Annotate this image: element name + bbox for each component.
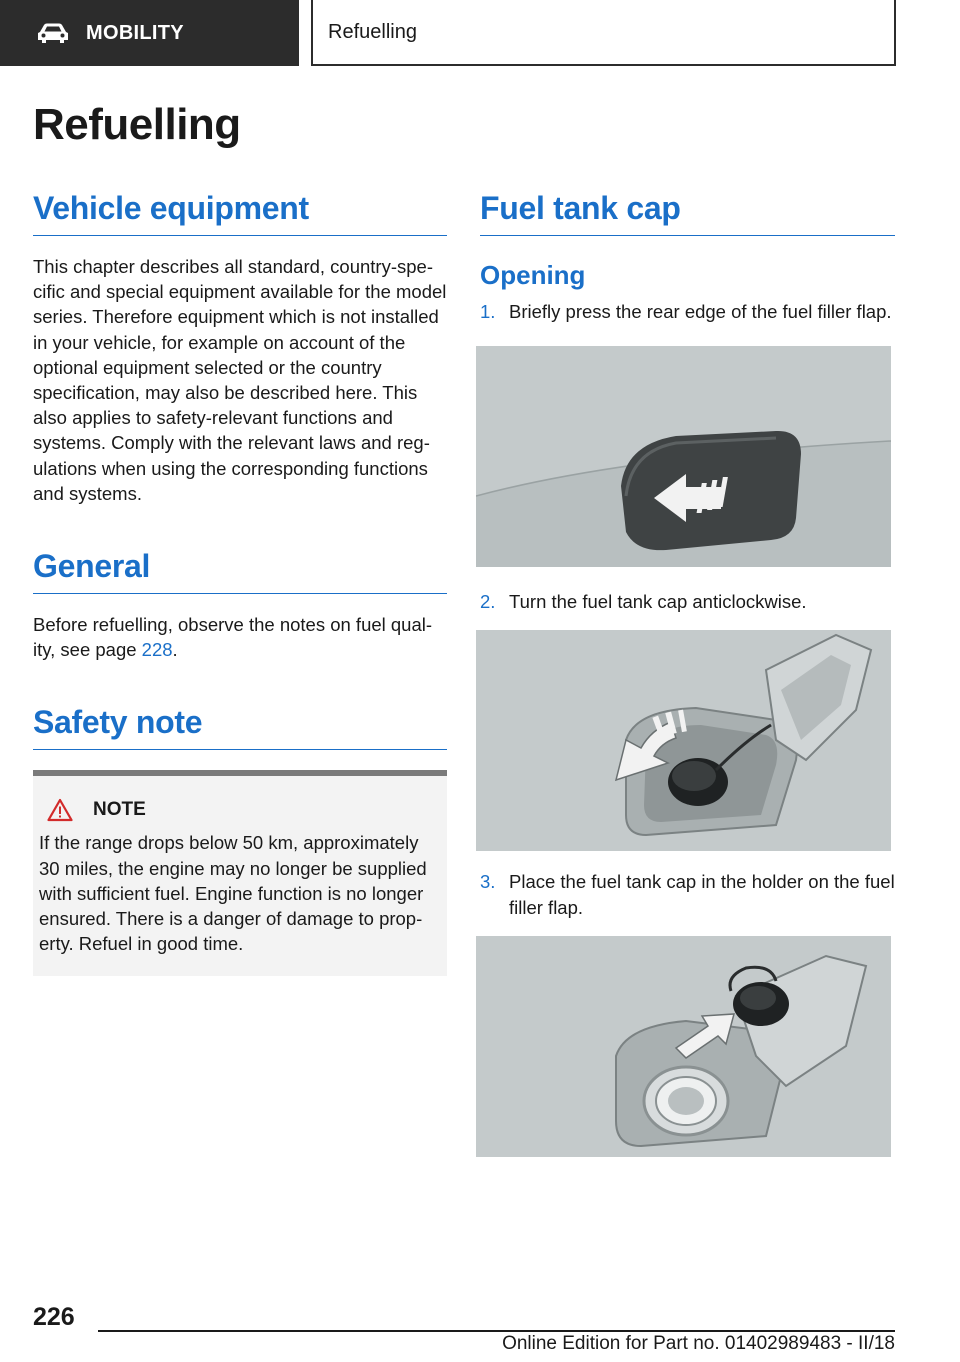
fuel-flap-illustration [476,346,891,567]
heading-fuel-tank-cap: Fuel tank cap [480,190,895,236]
warning-triangle-icon [47,798,73,822]
section-tab-mobility[interactable] [0,0,299,66]
step-text: Place the fuel tank cap in the holder on the fuel filler flap. [509,871,895,918]
right-column [480,190,895,1157]
note-box [33,770,447,976]
cap-holder-illustration [476,936,891,1157]
step-number: 3. [480,871,496,893]
page-number: 226 [33,1303,75,1331]
page-header [0,0,960,66]
figure-turn-cap [476,630,891,851]
footer-divider [98,1330,895,1332]
note-text: If the range drops below 50 km, approximately 30 miles, the engine may no longer be supplied with sufficient fuel. Engine function is no longer ensured. There is a danger of damage to property. Refuel in good time. [39,832,427,955]
turn-cap-illustration [476,630,891,851]
note-label: NOTE [93,799,146,821]
heading-general: General [33,548,447,594]
chapter-title: Refuelling [311,0,896,66]
figure-fuel-filler-flap [476,346,891,567]
step-number: 1. [480,301,496,322]
vehicle-equipment-text: This chapter describes all standard, country-specific and special equipment available for the model series. Therefore equipment which is not installed in your vehicle, for example on account of the optional equipment selected or the country specification, may also be described here. This also applies to safety-relevant functions and systems. Comply with the relevant laws and regulations when using the corresponding functions and systems. [33,256,447,504]
step-item [480,869,895,919]
step-text: Turn the fuel tank cap anticlockwise. [509,591,807,613]
note-header [47,798,437,822]
general-text-after: . [172,639,178,661]
section-label: MOBILITY [86,21,184,44]
general-text-before: Before refuelling, observe the notes on fuel quality, see page [33,614,433,661]
left-column [33,190,447,976]
page-title: Refuelling [33,100,241,149]
step-item [480,299,895,324]
heading-safety-note: Safety note [33,704,447,750]
footer-edition: Online Edition for Part no. 01402989483 - II/18 [502,1333,895,1354]
subheading-opening: Opening [480,260,586,290]
general-text [33,612,447,662]
step-number: 2. [480,591,496,613]
car-icon [36,22,70,44]
figure-cap-holder [476,936,891,1157]
step-text: Briefly press the rear edge of the fuel filler flap. [509,301,892,322]
step-item [480,589,895,614]
page-link-228[interactable]: 228 [141,639,173,661]
heading-vehicle-equipment: Vehicle equipment [33,190,447,236]
